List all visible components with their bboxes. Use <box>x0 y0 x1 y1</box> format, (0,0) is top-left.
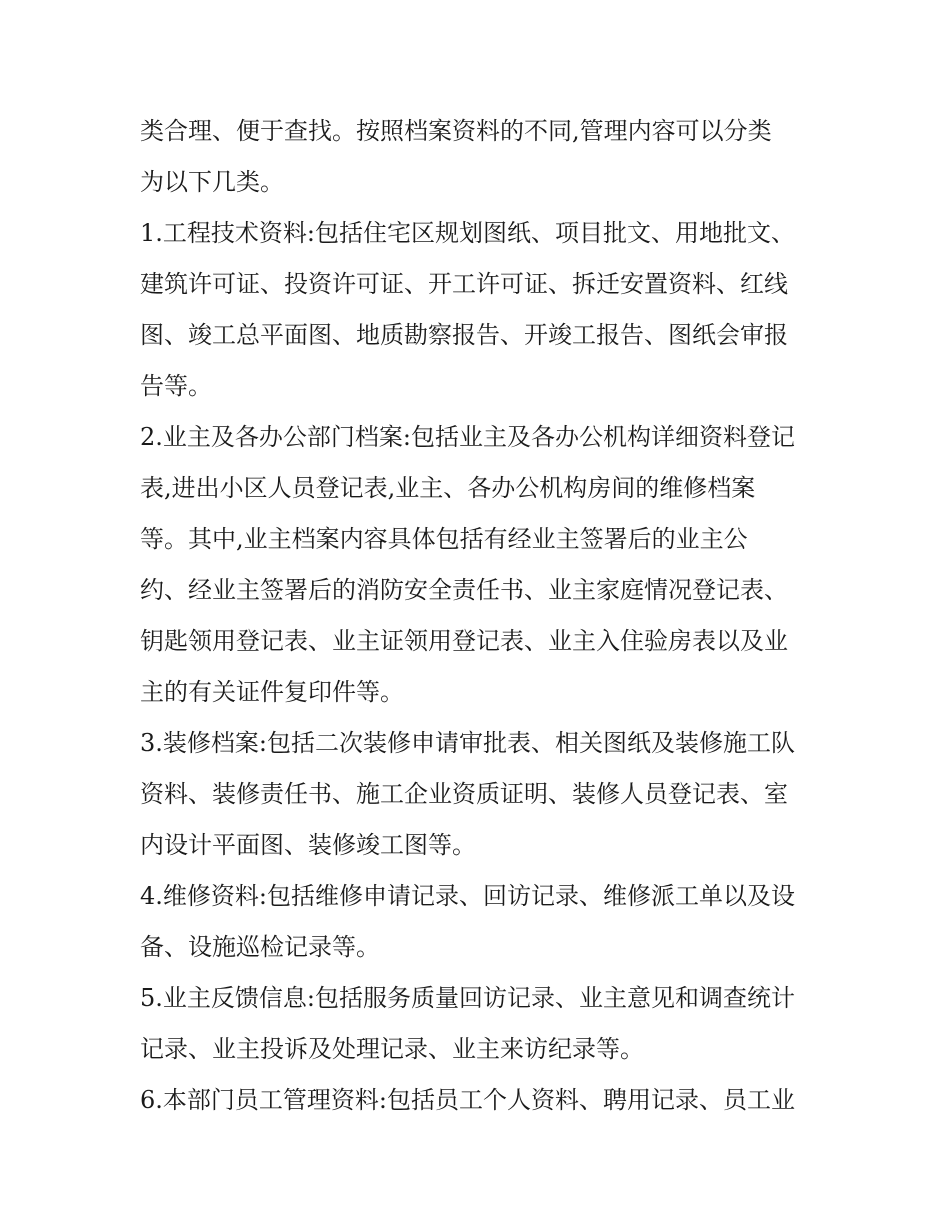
text-line: 内设计平面图、装修竣工图等。 <box>140 831 476 859</box>
text-line: 钥匙领用登记表、业主证领用登记表、业主入住验房表以及业 <box>140 627 788 655</box>
text-line: 主的有关证件复印件等。 <box>140 678 404 706</box>
text-line: 告等。 <box>140 372 212 400</box>
text-line: 表,进出小区人员登记表,业主、各办公机构房间的维修档案 <box>140 474 756 502</box>
text-line: 记录、业主投诉及处理记录、业主来访纪录等。 <box>140 1035 644 1063</box>
text-line: 1.工程技术资料:包括住宅区规划图纸、项目批文、用地批文、 <box>140 219 795 247</box>
text-line: 5.业主反馈信息:包括服务质量回访记录、业主意见和调查统计 <box>140 984 795 1012</box>
text-line: 2.业主及各办公部门档案:包括业主及各办公机构详细资料登记 <box>140 423 795 451</box>
text-line: 4.维修资料:包括维修申请记录、回访记录、维修派工单以及设 <box>140 882 795 910</box>
text-line: 等。其中,业主档案内容具体包括有经业主签署后的业主公 <box>140 525 748 553</box>
text-line: 图、竣工总平面图、地质勘察报告、开竣工报告、图纸会审报 <box>140 321 788 349</box>
text-line: 备、设施巡检记录等。 <box>140 933 380 961</box>
text-line: 为以下几类。 <box>140 168 284 196</box>
text-line: 3.装修档案:包括二次装修申请审批表、相关图纸及装修施工队 <box>140 729 795 757</box>
text-line: 资料、装修责任书、施工企业资质证明、装修人员登记表、室 <box>140 780 788 808</box>
document-body <box>140 106 820 1126</box>
text-line: 建筑许可证、投资许可证、开工许可证、拆迁安置资料、红线 <box>140 270 788 298</box>
text-line: 6.本部门员工管理资料:包括员工个人资料、聘用记录、员工业 <box>140 1086 795 1114</box>
text-line: 类合理、便于查找。按照档案资料的不同,管理内容可以分类 <box>140 117 772 145</box>
text-line: 约、经业主签署后的消防安全责任书、业主家庭情况登记表、 <box>140 576 788 604</box>
